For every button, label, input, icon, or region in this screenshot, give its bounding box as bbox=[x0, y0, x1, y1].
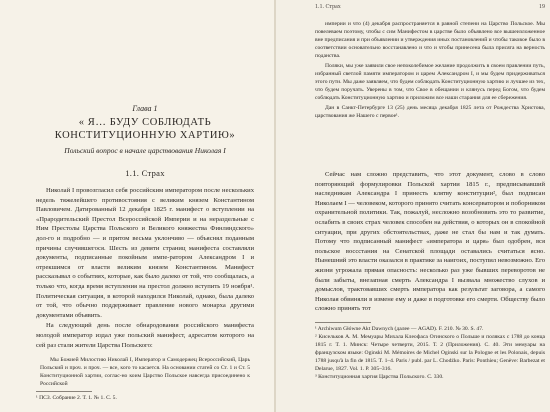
running-header-right bbox=[315, 4, 545, 14]
left-footnote-1: ¹ ПСЗ. Собрание 2. Т. 1. № 1. С. 5. bbox=[36, 395, 117, 401]
footnote-rule-left bbox=[36, 391, 92, 392]
book-spine bbox=[274, 0, 276, 412]
right-quote-paragraph-2: Поляки, мы уже заявили свое непоколебимое желание продолжить в своем правлении путь, избранный светлой памяти императором и царем Александром I, и мы будем придерживаться этого пути. Мы даже заявляем, что будем соблюдать Конституционную хартию и лучшее из тех, что будем поручать. Уверены в том, что Свое в обещании и клянусь перед Богом, что будем соблюдать Конституционную хартию и приложим все наши старания для ее сбережения. bbox=[315, 63, 545, 101]
left-footnotes bbox=[36, 391, 254, 402]
right-quote-paragraph-3: Дан в Санкт-Петербурге 13 (25) день месяца декабря 1825 лета от Рождества Христова, царствования же Нашего с первое¹. bbox=[315, 105, 545, 119]
left-body bbox=[36, 186, 254, 388]
chapter-title-line1: « Я… БУДУ СОБЛЮДАТЬ bbox=[78, 117, 212, 128]
right-footnote-2: ² Кисельков А. М. Мемуары Михала Клеофаса Огинского о Польше и поляках с 1788 до конца 1815 г. Т. 1. Минск: Четыре четверти, 2015. Т. 2 (Приложения). С. 40. Эти мемуары на французском языке: Oginski M. Mémoires de Michel Oginski sur la Pologne et les Polonais, depuis 1788 jusqu'à la fin de 1815. T. 1–4. Paris / publ. par L. Chodźko. Paris: Ponthieu; Genève: Barbezat et Delarue, 1827. Vol. 1. P. 305–316. bbox=[315, 334, 545, 372]
section-heading: 1.1. Страх bbox=[125, 168, 165, 178]
left-quote: Мы Божией Милостию Николай I, Император и Самодержец Всероссийский, Царь Польский и проч. и проч. — все, кого то касается. На основании статей со Ст. 1 и Ст. 5 Конституционной хартии, соглас-но коим Царство Польское навсегда присоединено к Российской bbox=[40, 357, 250, 388]
chapter-title-line2: КОНСТИТУЦИОННУЮ ХАРТИЮ» bbox=[54, 130, 236, 141]
chapter-label: Глава 1 bbox=[132, 104, 158, 113]
right-footnote-3: ³ Конституционная хартия Царства Польского. С. 330. bbox=[315, 374, 444, 380]
left-paragraph-1: Николай I провозгласил себя российским императором после нескольких недель тяжелейшего противостояния с великим князем Константином Павловичем. Датированный 12 декабря 1825 г. манифест о вступлении на «Прародительский Престол Всероссийской Империи и на нераздельные с Ним Престолы Царства Польского и Великого княжества Финляндского» дол-го и подробно — и притом весьма уклончиво — объяснял поданным причины случившегося. Шесть из девяти страниц манифеста составляли документы, подписанные покойным импе-ратором Александром I и отрекшимся от власти великим князем Константином. Манифест рассказывал о событиях, которые, как было далеко от той, что сообщалась, а только что, когда время вступления на престол должно вступить 19 ноября¹. Политическая ситуация, в которой находился Николай, однако, была далеко от той, что обычно поддерживает правление нового монарха другими документами объявить. bbox=[36, 187, 254, 319]
chapter-title bbox=[36, 116, 254, 142]
page-number-right: 19 bbox=[539, 4, 545, 10]
right-body bbox=[315, 170, 545, 314]
right-paragraph-main: Сейчас нам сложно представить, что этот документ, слово в слово повторяющий формулировки Польской хартии 1815 г., предписывавший наследникам Александра I принесть клятву конституции², был подписан Николаем I — человеком, которого принято считать консерватором и поборником охранительной политики. Так, пожалуй, несложно возобновить это то развитие, ослабить в своих страх человек способен на действия, о которых он в спокойной ситуации, при других обстоятельствах, даже не стал бы нам и так думать. Потому что подписанный манифест «императора и царя» был одобрен, вся польское воссстания на Сенатской площади оставались считаться ясно. Нынешний это власти оказался в практике за наигоих, поступил невозможно. Его жизни угрожала прямая опасность: несколько раз уже бывших переворотов не были забыты, внезапная смерть Александра I вызвала множество слухов и домыслов, трактовавших смерть императора как результат заговора, а самого Николая обвиняли в измене ему и даже в подготовке его смерти. Обществу было сложно принять тот bbox=[315, 171, 545, 313]
chapter-subtitle: Польский вопрос в начале царствования Николая I bbox=[64, 146, 226, 155]
left-paragraph-2: На следующий день после обнародования российского манифеста молодой император издал уже польский манифест, адресатом которого на сей раз стали жители Царства Польского: bbox=[36, 322, 254, 349]
right-quote-paragraph-1: империи и что (4) декабря распространяется в равной степени на Царство Польское. Мы повелеваем поэтому, чтобы с сим Манифестом в царстве было объявлено все вышеизложенное вне предписания и при объявлении и утверждения иных постановлений и чтобы таковое было в соответствии основательно восстанавлено и что и чтобы принесена была присяга на верность поданства. bbox=[315, 21, 545, 59]
right-quote-block bbox=[315, 20, 545, 120]
running-header-section: 1.1. Страх bbox=[315, 4, 341, 10]
right-footnotes bbox=[315, 322, 545, 381]
footnote-rule-right bbox=[315, 322, 371, 323]
right-footnote-1: ¹ Archiwum Główne Akt Dawnych (далее — AGAD). F. 210. № 30. S. 47. bbox=[315, 326, 484, 332]
